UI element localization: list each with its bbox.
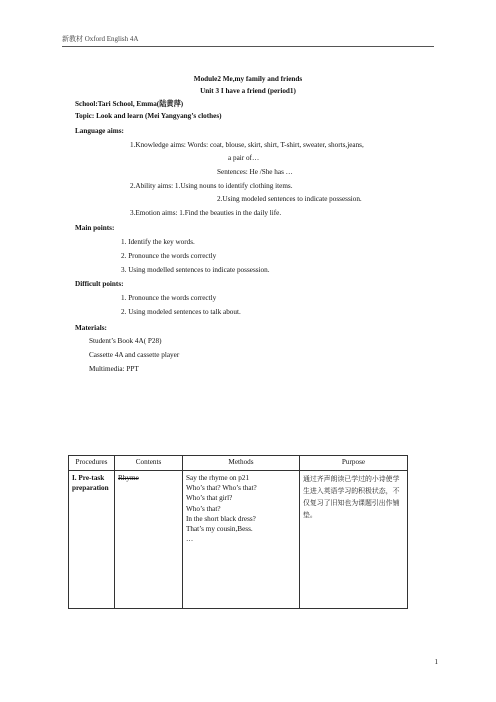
main-point-1: 1. Identify the key words. xyxy=(121,238,195,246)
contents-cell xyxy=(115,471,183,609)
procedure-cell xyxy=(69,471,115,609)
material-1: Student’s Book 4A( P28) xyxy=(89,337,162,345)
material-2: Cassette 4A and cassette player xyxy=(89,351,180,359)
procedure-phase: preparation xyxy=(72,484,109,492)
knowledge-aims: 1.Knowledge aims: Words: coat, blouse, skirt, shirt, T-shirt, sweater, shorts,jeans, xyxy=(130,141,364,149)
running-header: 新教材 Oxford English 4A xyxy=(62,35,139,43)
material-3: Multimedia: PPT xyxy=(89,365,139,373)
method-line: Who’s that? xyxy=(186,504,221,513)
header-divider xyxy=(62,46,434,47)
main-point-3: 3. Using modelled sentences to indicate possession. xyxy=(121,266,270,274)
unit-title: Unit 3 I have a friend (period1) xyxy=(200,87,296,95)
header-purpose: Purpose xyxy=(300,456,408,471)
language-aims-heading: Language aims: xyxy=(75,127,124,135)
topic-line: Topic: Look and learn (Mei Yangyang’s clothes) xyxy=(75,112,222,120)
contents-text: Rhyme xyxy=(118,474,139,482)
school-line: School:Tari School, Emma(陆黄萍) xyxy=(75,100,184,108)
module-title: Module2 Me,my family and friends xyxy=(193,75,303,83)
method-line: Who’s that girl? xyxy=(186,494,233,503)
procedures-table xyxy=(68,455,408,609)
sentence-aims: Sentences: He /She has … xyxy=(217,168,293,176)
methods-cell xyxy=(183,471,300,609)
materials-heading: Materials: xyxy=(75,324,107,332)
header-procedures: Procedures xyxy=(69,456,115,471)
knowledge-aims-cont: a pair of… xyxy=(228,154,260,162)
purpose-cell: 通过齐声朗读已学过的小诗使学生进入英语学习的积极状态，不仅复习了旧知也为课题引出作铺垫。 xyxy=(300,471,408,609)
ability-aims-2: 2.Using modeled sentences to indicate possession. xyxy=(217,195,362,203)
page-number: 1 xyxy=(434,658,438,666)
table-row xyxy=(69,471,408,609)
method-line: Who’s that? Who’s that? xyxy=(186,484,257,493)
main-point-2: 2. Pronounce the words correctly xyxy=(121,252,217,260)
header-contents: Contents xyxy=(115,456,183,471)
emotion-aims: 3.Emotion aims: 1.Find the beauties in the daily life. xyxy=(130,209,282,217)
method-line: … xyxy=(186,535,194,544)
method-line: In the short black dress? xyxy=(186,514,256,523)
method-line: Say the rhyme on p21 xyxy=(186,474,250,482)
method-line: That’s my cousin,Bess. xyxy=(186,525,253,534)
difficult-point-1: 1. Pronounce the words correctly xyxy=(121,294,217,302)
difficult-point-2: 2. Using modeled sentences to talk about. xyxy=(121,308,241,316)
header-methods: Methods xyxy=(183,456,300,471)
procedure-step: I. Pre-task xyxy=(72,474,105,482)
table-header-row xyxy=(69,456,408,471)
main-points-heading: Main points: xyxy=(75,224,115,232)
ability-aims-1: 2.Ability aims: 1.Using nouns to identify clothing items. xyxy=(130,182,293,190)
difficult-points-heading: Difficult points: xyxy=(75,280,124,288)
